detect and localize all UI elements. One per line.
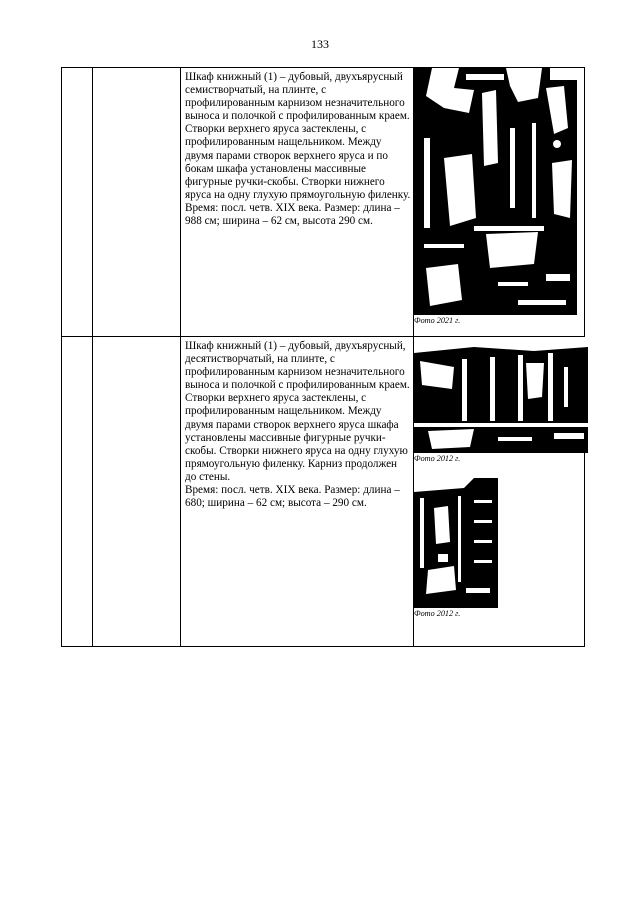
bookcase-photo <box>414 68 577 315</box>
number-cell <box>62 337 93 647</box>
location-cell <box>93 68 181 337</box>
description-cell <box>181 68 414 337</box>
table-row <box>62 337 585 647</box>
photo-caption: Фото 2012 г. <box>414 609 461 618</box>
bookcase-photo <box>414 337 588 453</box>
page-number: 133 <box>311 37 329 51</box>
bookcase-photo <box>414 478 498 608</box>
photo-caption: Фото 2012 г. <box>414 454 461 463</box>
description-cell <box>181 337 414 647</box>
photo-cell <box>414 337 585 647</box>
dating-and-size-text: Время: посл. четв. XIX века. Размер: длина – 988 см; ширина – 62 см, высота 290 см. <box>185 201 400 228</box>
photo-cell <box>414 68 585 337</box>
table-row <box>62 68 585 337</box>
description-text: Шкаф книжный (1) – дубовый, двухъярусный семистворчатый, на плинте, с профилированным карнизом незначительного выноса и полочкой с профилированным краем. Створки верхнего яруса застеклены, с профилированным нащельником. Между двумя парами створок верхнего яруса и по бокам шкафа установлены массивные фигурные ручки-скобы. Створки нижнего яруса на одну глухую прямоугольную филенку. <box>185 71 411 201</box>
description-text: Шкаф книжный (1) – дубовый, двухъярусный, десятистворчатый, на плинте, с профилированным карнизом незначительного выноса и полочкой с профилированным краем. Створки верхнего яруса застеклены, с профилированным нащельником. Между двумя парами створок верхнего яруса шкафа установлены массивные фигурные ручки-скобы. Створки нижнего яруса на одну глухую прямоугольную филенку. Карниз продолжен до стены. <box>185 340 410 483</box>
inventory-table <box>61 67 585 647</box>
photo-caption: Фото 2021 г. <box>414 316 461 325</box>
number-cell <box>62 68 93 337</box>
dating-and-size-text: Время: посл. четв. XIX века. Размер: длина – 680; ширина – 62 см; высота – 290 см. <box>185 484 400 510</box>
location-cell <box>93 337 181 647</box>
